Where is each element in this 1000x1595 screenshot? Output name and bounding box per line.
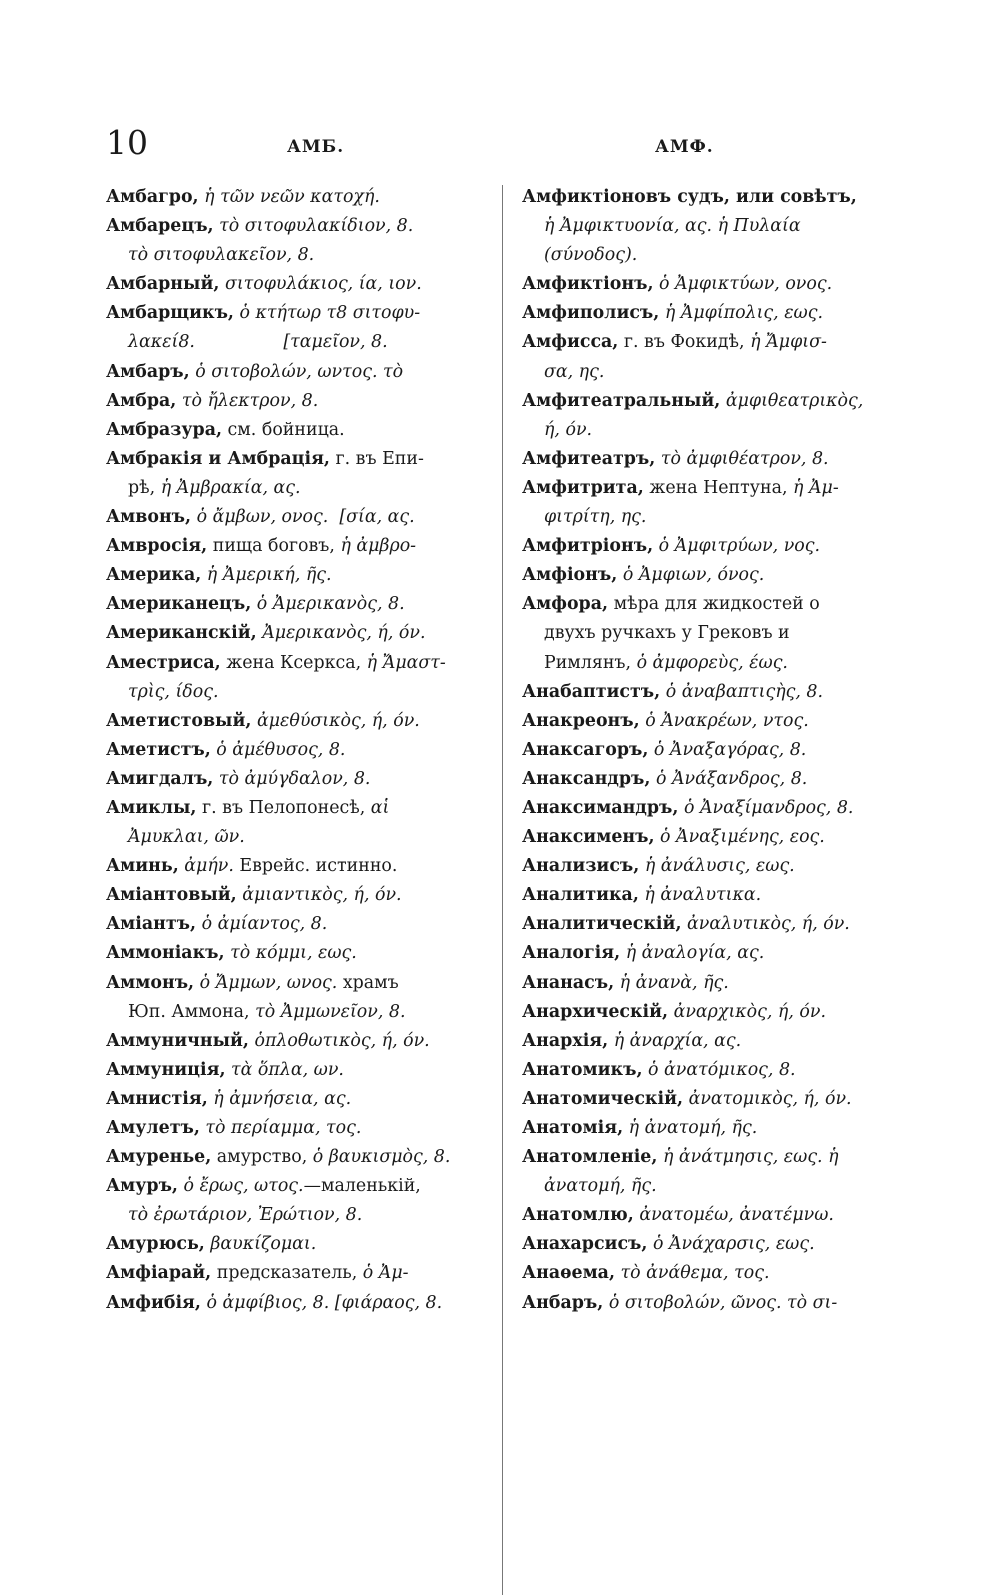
headword: Амфитеатральный, — [522, 390, 721, 411]
headword: Аммуниція, — [106, 1059, 226, 1080]
definition: ἀνατομή, ῆς. — [544, 1176, 657, 1197]
headword: Американскій, — [106, 623, 257, 644]
right-entry — [522, 532, 910, 561]
right-entry — [522, 823, 910, 852]
headword: Анаксимандръ, — [522, 797, 679, 818]
headword: Амбарщикъ, — [106, 303, 234, 324]
definition: Юп. Аммона, τὸ Ἀμμωνεῖον, 8. — [128, 1001, 406, 1022]
definition: φιτρίτη, ης. — [544, 507, 647, 528]
headword: Амурюсь, — [106, 1234, 205, 1255]
headword: Аместриса, — [106, 652, 221, 673]
definition: ἡ τῶν νεῶν κατοχή. — [198, 187, 380, 207]
headword: Амвросія, — [106, 536, 208, 557]
headword: Аминь, — [106, 856, 179, 877]
right-entry — [522, 707, 910, 736]
right-entry — [522, 241, 910, 270]
headword: Амбаръ, — [106, 361, 190, 382]
right-entry — [522, 852, 910, 881]
headword: Американецъ, — [106, 594, 252, 615]
headword: Анатомикъ, — [522, 1059, 643, 1080]
right-entry — [522, 1056, 910, 1085]
headword: Анаксагоръ, — [522, 739, 649, 760]
left-entry — [106, 1027, 488, 1056]
running-head-left: АМБ. — [287, 137, 345, 157]
page-number: 10 — [106, 123, 148, 162]
left-column — [106, 183, 488, 1318]
right-entry — [522, 619, 910, 648]
headword: Ананасъ, — [522, 972, 615, 993]
left-entry — [106, 794, 488, 823]
definition: ὁ Ἀναξίμανδρος, 8. — [678, 797, 854, 818]
headword: Амвонъ, — [106, 507, 192, 528]
definition: г. въ Фокидѣ, ἡ Ἄμφισ- — [618, 332, 827, 353]
right-entry — [522, 387, 910, 416]
definition: ἀμήν. Еврейс. истинно. — [178, 856, 398, 877]
definition: ὁ ἀμφίβιος, 8. [φιάραος, 8. — [200, 1292, 443, 1313]
right-entry — [522, 328, 910, 357]
headword: Амулетъ, — [106, 1118, 200, 1138]
left-entry — [106, 299, 488, 328]
left-entry — [106, 1230, 488, 1259]
definition: мѣра для жидкостей о — [608, 594, 820, 615]
headword: Амбарный, — [106, 274, 220, 295]
headword: Амфиктіоновъ судъ, или совѣтъ, — [522, 187, 857, 207]
left-entry — [106, 1056, 488, 1085]
definition: ἡ Ἀμφίπολις, εως. — [659, 303, 823, 324]
definition: ἡ ἀναλυτικα. — [638, 885, 762, 906]
headword: Амигдалъ, — [106, 768, 214, 789]
left-entry — [106, 998, 488, 1027]
definition: τὸ ἐρωτάριον, Ἐρώτιον, 8. — [128, 1205, 363, 1226]
definition: ὁ ἀμέθυσος, 8. — [210, 739, 346, 760]
headword: Аммоніакъ, — [106, 943, 225, 964]
definition: ὁ κτήτωρ τ8 σιτοφυ- — [233, 303, 421, 324]
right-entry — [522, 561, 910, 590]
definition: ἀμφιθεατρικὸς, — [720, 390, 864, 411]
right-entry — [522, 736, 910, 765]
right-entry — [522, 998, 910, 1027]
headword: Америка, — [106, 565, 202, 586]
headword: Аналитика, — [522, 885, 639, 906]
definition: σα, ης. — [544, 361, 605, 382]
definition: Римлянъ, ὁ ἀμφορεὺς, έως. — [544, 652, 788, 673]
left-entry — [106, 649, 488, 678]
definition: ή, όν. — [544, 419, 593, 440]
definition: ἡ Ἀμερική, ῆς. — [201, 565, 332, 586]
definition: ἀναρχικὸς, ή, όν. — [668, 1001, 826, 1022]
right-entry — [522, 1143, 910, 1172]
headword: Анаксименъ, — [522, 827, 655, 848]
headword: Амуренье, — [106, 1147, 212, 1168]
left-entry — [106, 328, 488, 357]
right-entry — [522, 765, 910, 794]
left-entry — [106, 183, 488, 212]
definition: ἡ ἀμνήσεια, ας. — [207, 1088, 352, 1109]
left-entry — [106, 445, 488, 474]
definition: τὸ σιτοφυλακεῖον, 8. — [128, 245, 315, 266]
right-entry — [522, 299, 910, 328]
definition: τὰ ὅπλα, ων. — [225, 1059, 344, 1080]
definition: ὁ σιτοβολών, ῶνος. τὸ σι- — [603, 1292, 838, 1313]
definition: ἡ ἀναρχία, ας. — [608, 1030, 742, 1051]
left-entry — [106, 1201, 488, 1230]
definition: см. бойница. — [222, 419, 345, 440]
left-entry — [106, 765, 488, 794]
left-entry — [106, 561, 488, 590]
left-entry — [106, 1114, 488, 1143]
definition: предсказатель, ὁ Ἀμ- — [211, 1263, 409, 1284]
definition: ὁπλοθωτικὸς, ή, όν. — [248, 1030, 430, 1051]
left-entry — [106, 270, 488, 299]
left-entry — [106, 590, 488, 619]
left-entry — [106, 619, 488, 648]
column-divider — [502, 185, 503, 1595]
right-entry — [522, 212, 910, 241]
definition: λακεί8. [ταμεῖον, 8. — [128, 332, 388, 353]
right-entry — [522, 1172, 910, 1201]
definition: ὁ ἔρως, ωτος.—маленькій, — [177, 1176, 421, 1197]
headword: Анатомлю, — [522, 1205, 634, 1226]
definition: ἡ ἀνανὰ, ῆς. — [614, 972, 729, 993]
headword: Амнистія, — [106, 1088, 208, 1109]
definition: рѣ, ἡ Ἀμβρακία, ας. — [128, 477, 301, 498]
right-entry — [522, 503, 910, 532]
left-entry — [106, 474, 488, 503]
left-entry — [106, 1289, 488, 1318]
right-entry — [522, 1289, 910, 1318]
left-entry — [106, 823, 488, 852]
right-entry — [522, 678, 910, 707]
definition: τὸ ἤλεκτρον, 8. — [176, 390, 319, 411]
right-entry — [522, 270, 910, 299]
left-entry — [106, 358, 488, 387]
definition: τὸ ἀμύγδαλον, 8. — [213, 768, 371, 789]
left-entry — [106, 416, 488, 445]
right-entry — [522, 649, 910, 678]
headword: Анбаръ, — [522, 1292, 604, 1313]
right-entry — [522, 590, 910, 619]
right-entry — [522, 1085, 910, 1114]
headword: Аміантовый, — [106, 885, 237, 906]
definition: ὁ ἀναβαπτιςὴς, 8. — [660, 681, 824, 702]
definition: τρὶς, ίδος. — [128, 681, 219, 702]
headword: Анабаптистъ, — [522, 681, 661, 702]
right-entry — [522, 881, 910, 910]
headword: Амбагро, — [106, 187, 199, 207]
headword: Аналогія, — [522, 943, 621, 964]
left-entry — [106, 387, 488, 416]
right-entry — [522, 358, 910, 387]
headword: Анатомическій, — [522, 1088, 684, 1109]
right-entry — [522, 445, 910, 474]
headword: Амбразура, — [106, 419, 223, 440]
headword: Амфора, — [522, 594, 609, 615]
right-entry — [522, 939, 910, 968]
headword: Амфіарай, — [106, 1263, 212, 1284]
definition: (σύνοδος). — [544, 245, 638, 266]
definition: ἀμιαντικὸς, ή, όν. — [236, 885, 402, 906]
definition: ὁ Ἀναξιμένης, εος. — [654, 827, 825, 848]
left-entry — [106, 1259, 488, 1288]
definition: ἡ ἀνάτμησις, εως. ἡ — [657, 1147, 839, 1168]
headword: Амфіонъ, — [522, 565, 618, 586]
headword: Анатомія, — [522, 1118, 624, 1138]
left-entry — [106, 969, 488, 998]
left-entry — [106, 1085, 488, 1114]
left-entry — [106, 241, 488, 270]
definition: βαυκίζομαι. — [204, 1234, 317, 1255]
definition: ὁ σιτοβολών, ωντος. τὸ — [189, 361, 404, 382]
definition: τὸ ἀνάθεμα, τος. — [615, 1263, 770, 1284]
definition: Ἀμερικανὸς, ή, όν. — [256, 623, 426, 644]
headword: Амуръ, — [106, 1176, 178, 1197]
headword: Амфитрита, — [522, 477, 644, 498]
headword: Анархическій, — [522, 1001, 669, 1022]
left-entry — [106, 707, 488, 736]
definition: ὁ Ἀνάχαρσις, εως. — [647, 1234, 815, 1255]
headword: Анакреонъ, — [522, 710, 640, 731]
definition: ἀνατομέω, ἀνατέμνω. — [633, 1205, 834, 1226]
headword: Анализисъ, — [522, 856, 640, 877]
definition: ἀμεθύσικὸς, ή, όν. — [251, 710, 420, 731]
definition: ἡ ἀνατομή, ῆς. — [623, 1118, 758, 1138]
definition: г. въ Пелопонесѣ, αἱ — [196, 797, 390, 818]
headword: Аналитическій, — [522, 914, 682, 935]
definition: ὁ ἄμβων, ονος. [σία, ας. — [191, 507, 415, 528]
headword: Амбра, — [106, 390, 177, 411]
left-entry — [106, 939, 488, 968]
definition: жена Нептуна, ἡ Ἀμ- — [643, 477, 839, 498]
headword: Амфибія, — [106, 1292, 201, 1313]
headword: Амфиктіонъ, — [522, 274, 654, 295]
definition: τὸ σιτοφυλακίδιον, 8. — [213, 216, 414, 237]
left-entry — [106, 852, 488, 881]
definition: ὁ Ἀμερικανὸς, 8. — [251, 594, 405, 615]
headword: Анаксандръ, — [522, 768, 651, 789]
definition: τὸ περίαμμα, τος. — [199, 1118, 362, 1138]
definition: ὁ Ἀμφικτύων, ονος. — [653, 274, 833, 295]
left-entry — [106, 678, 488, 707]
definition: пища боговъ, ἡ ἀμβρο- — [207, 536, 417, 557]
right-entry — [522, 1027, 910, 1056]
definition: τὸ κόμμι, εως. — [224, 943, 357, 964]
right-entry — [522, 416, 910, 445]
definition: ὁ Ἀμφιτρύων, νος. — [653, 536, 821, 557]
left-entry — [106, 881, 488, 910]
headword: Аммонъ, — [106, 972, 195, 993]
right-entry — [522, 474, 910, 503]
right-entry — [522, 1114, 910, 1143]
headword: Амфитріонъ, — [522, 536, 654, 557]
right-entry — [522, 969, 910, 998]
definition: г. въ Епи- — [329, 448, 424, 469]
right-entry — [522, 183, 910, 212]
definition: ὁ Ἄμμων, ωνος. храмъ — [194, 972, 399, 993]
definition: амурство, ὁ βαυκισμὸς, 8. — [211, 1147, 451, 1168]
definition: Ἀμυκλαι, ῶν. — [128, 827, 245, 848]
definition: ἡ ἀνάλυσις, εως. — [639, 856, 795, 877]
definition: ὁ ἀνατόμικος, 8. — [642, 1059, 796, 1080]
definition: ἀναλυτικὸς, ή, όν. — [681, 914, 850, 935]
definition: ὁ Ἀναξαγόρας, 8. — [648, 739, 807, 760]
definition: жена Ксеркса, ἡ Ἄμαστ- — [220, 652, 446, 673]
definition: ὁ ἀμίαντος, 8. — [196, 914, 328, 935]
headword: Аммуничный, — [106, 1030, 249, 1051]
definition: σιτοφυλάκιος, ία, ιον. — [219, 274, 422, 295]
headword: Аміантъ, — [106, 914, 197, 935]
headword: Анаѳема, — [522, 1263, 615, 1284]
headword: Амфиполисъ, — [522, 303, 660, 324]
left-entry — [106, 1172, 488, 1201]
left-entry — [106, 736, 488, 765]
headword: Амиклы, — [106, 797, 197, 818]
left-entry — [106, 503, 488, 532]
left-entry — [106, 1143, 488, 1172]
definition: ὁ Ἀνάξανδρος, 8. — [650, 768, 808, 789]
definition: ἀνατομικὸς, ή, όν. — [683, 1088, 852, 1109]
left-entry — [106, 212, 488, 241]
headword: Амбарецъ, — [106, 216, 214, 237]
definition: ὁ Ἀνακρέων, ντος. — [639, 710, 809, 731]
headword: Анархія, — [522, 1030, 609, 1051]
headword: Анатомленіе, — [522, 1147, 658, 1168]
headword: Аметистовый, — [106, 710, 252, 731]
definition: двухъ ручкахъ у Грековъ и — [544, 623, 790, 644]
right-entry — [522, 1201, 910, 1230]
headword: Анахарсисъ, — [522, 1234, 648, 1255]
headword: Амфитеатръ, — [522, 448, 656, 469]
headword: Амфисса, — [522, 332, 619, 353]
right-entry — [522, 794, 910, 823]
definition: ἡ Ἀμφικτυονία, ας. ἡ Πυλαία — [544, 216, 801, 237]
running-head-right: АМФ. — [655, 137, 714, 157]
left-entry — [106, 910, 488, 939]
right-entry — [522, 1259, 910, 1288]
definition: τὸ ἀμφιθέατρον, 8. — [655, 448, 829, 469]
right-entry — [522, 1230, 910, 1259]
definition: ἡ ἀναλογία, ας. — [620, 943, 765, 964]
right-column — [522, 183, 910, 1318]
left-entry — [106, 532, 488, 561]
headword: Амбракія и Амбрація, — [106, 448, 330, 469]
right-entry — [522, 910, 910, 939]
definition: ὁ Ἀμφιων, όνος. — [617, 565, 765, 586]
headword: Аметистъ, — [106, 739, 211, 760]
